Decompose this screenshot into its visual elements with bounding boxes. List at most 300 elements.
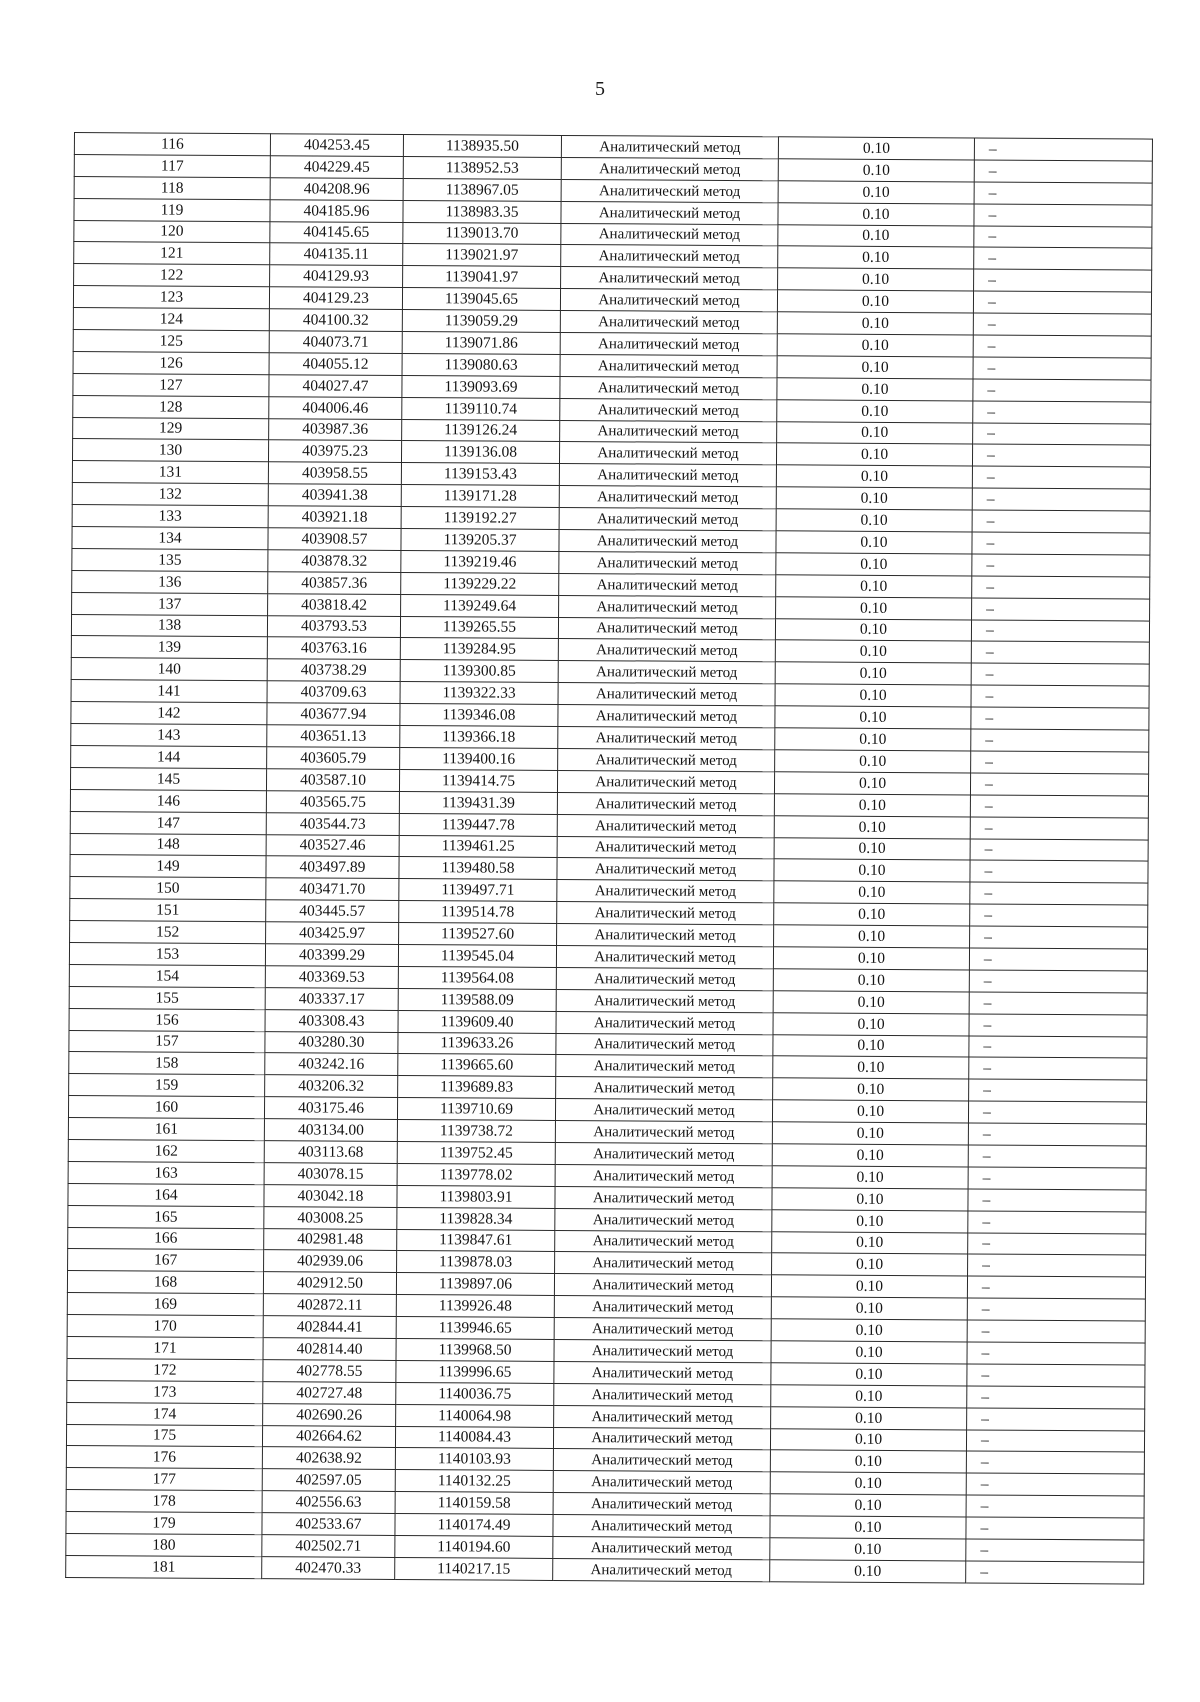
accuracy-cell: 0.10 [772,1209,968,1232]
method-cell: Аналитический метод [554,1318,771,1341]
method-cell: Аналитический метод [560,289,777,312]
method-cell: Аналитический метод [554,1405,771,1428]
method-cell: Аналитический метод [556,1077,773,1100]
method-cell: Аналитический метод [561,245,778,268]
note-cell: – [967,1276,1145,1299]
x-coordinate-cell: 404073.71 [269,331,402,354]
x-coordinate-cell: 403175.46 [264,1097,397,1120]
method-cell: Аналитический метод [557,902,774,925]
point-number-cell: 137 [72,592,268,615]
x-coordinate-cell: 404129.23 [269,287,402,310]
note-cell: – [968,1101,1146,1124]
method-cell: Аналитический метод [561,201,778,224]
point-number-cell: 155 [69,986,265,1009]
accuracy-cell: 0.10 [776,443,972,466]
note-cell: – [971,751,1149,774]
point-number-cell: 127 [73,373,269,396]
note-cell: – [970,860,1148,883]
y-coordinate-cell: 1139171.28 [401,485,559,508]
y-coordinate-cell: 1140174.49 [395,1514,553,1537]
method-cell: Аналитический метод [558,617,775,640]
point-number-cell: 162 [68,1139,264,1162]
y-coordinate-cell: 1140084.43 [395,1426,553,1449]
point-number-cell: 145 [70,767,266,790]
method-cell: Аналитический метод [557,836,774,859]
accuracy-cell: 0.10 [771,1406,967,1429]
accuracy-cell: 0.10 [776,596,972,619]
note-cell: – [968,1145,1146,1168]
y-coordinate-cell: 1139946.65 [396,1317,554,1340]
accuracy-cell: 0.10 [774,925,970,948]
x-coordinate-cell: 403544.73 [266,812,399,835]
accuracy-cell: 0.10 [771,1363,967,1386]
point-number-cell: 159 [69,1074,265,1097]
accuracy-cell: 0.10 [777,290,973,313]
y-coordinate-cell: 1139041.97 [403,266,561,289]
x-coordinate-cell: 404100.32 [269,309,402,332]
point-number-cell: 122 [74,264,270,287]
y-coordinate-cell: 1139021.97 [403,244,561,267]
point-number-cell: 163 [68,1161,264,1184]
method-cell: Аналитический метод [553,1427,770,1450]
point-number-cell: 166 [68,1227,264,1250]
x-coordinate-cell: 402981.48 [264,1228,397,1251]
method-cell: Аналитический метод [553,1515,770,1538]
x-coordinate-cell: 404027.47 [269,374,402,397]
method-cell: Аналитический метод [560,376,777,399]
method-cell: Аналитический метод [560,354,777,377]
accuracy-cell: 0.10 [777,356,973,379]
note-cell: – [972,532,1150,555]
note-cell: – [971,620,1149,643]
point-number-cell: 156 [69,1008,265,1031]
accuracy-cell: 0.10 [770,1472,966,1495]
method-cell: Аналитический метод [555,1186,772,1209]
note-cell: – [967,1320,1145,1343]
accuracy-cell: 0.10 [778,224,974,247]
point-number-cell: 179 [66,1512,262,1535]
point-number-cell: 176 [66,1446,262,1469]
point-number-cell: 144 [71,745,267,768]
accuracy-cell: 0.10 [774,903,970,926]
y-coordinate-cell: 1139689.83 [398,1076,556,1099]
point-number-cell: 167 [68,1249,264,1272]
y-coordinate-cell: 1139126.24 [402,419,560,442]
x-coordinate-cell: 403709.63 [267,681,400,704]
y-coordinate-cell: 1139219.46 [401,550,559,573]
method-cell: Аналитический метод [558,683,775,706]
note-cell: – [966,1430,1144,1453]
method-cell: Аналитический метод [559,595,776,618]
y-coordinate-cell: 1139738.72 [397,1120,555,1143]
x-coordinate-cell: 402690.26 [263,1403,396,1426]
x-coordinate-cell: 403497.89 [266,856,399,879]
y-coordinate-cell: 1139136.08 [401,441,559,464]
point-number-cell: 174 [67,1402,263,1425]
y-coordinate-cell: 1139480.58 [399,857,557,880]
y-coordinate-cell: 1139633.26 [398,1032,556,1055]
y-coordinate-cell: 1139013.70 [403,222,561,245]
point-number-cell: 128 [73,395,269,418]
method-cell: Аналитический метод [556,1055,773,1078]
x-coordinate-cell: 402664.62 [262,1425,395,1448]
x-coordinate-cell: 403793.53 [267,615,400,638]
x-coordinate-cell: 403206.32 [265,1075,398,1098]
y-coordinate-cell: 1139461.25 [399,835,557,858]
point-number-cell: 169 [67,1293,263,1316]
point-number-cell: 141 [71,680,267,703]
y-coordinate-cell: 1139346.08 [400,704,558,727]
method-cell: Аналитический метод [559,530,776,553]
y-coordinate-cell: 1139153.43 [401,463,559,486]
note-cell: – [971,663,1149,686]
note-cell: – [974,247,1152,270]
y-coordinate-cell: 1139110.74 [402,397,560,420]
note-cell: – [972,554,1150,577]
note-cell: – [974,138,1152,161]
accuracy-cell: 0.10 [772,1100,968,1123]
note-cell: – [971,729,1149,752]
x-coordinate-cell: 403878.32 [268,550,401,573]
method-cell: Аналитический метод [556,945,773,968]
y-coordinate-cell: 1139803.91 [397,1185,555,1208]
note-cell: – [969,992,1147,1015]
note-cell: – [969,1057,1147,1080]
point-number-cell: 118 [74,176,270,199]
accuracy-cell: 0.10 [774,837,970,860]
x-coordinate-cell: 402556.63 [262,1491,395,1514]
note-cell: – [973,357,1151,380]
y-coordinate-cell: 1139497.71 [399,879,557,902]
accuracy-cell: 0.10 [771,1385,967,1408]
method-cell: Аналитический метод [556,989,773,1012]
note-cell: – [973,313,1151,336]
note-cell: – [971,641,1149,664]
x-coordinate-cell: 404129.93 [270,265,403,288]
x-coordinate-cell: 402814.40 [263,1338,396,1361]
x-coordinate-cell: 403113.68 [264,1141,397,1164]
y-coordinate-cell: 1139249.64 [401,594,559,617]
point-number-cell: 133 [72,505,268,528]
method-cell: Аналитический метод [553,1558,770,1581]
x-coordinate-cell: 404055.12 [269,353,402,376]
accuracy-cell: 0.10 [775,640,971,663]
y-coordinate-cell: 1139447.78 [399,813,557,836]
note-cell: – [972,576,1150,599]
page-number: 5 [595,78,605,100]
x-coordinate-cell: 402533.67 [262,1513,395,1536]
point-number-cell: 130 [72,439,268,462]
y-coordinate-cell: 1139752.45 [397,1141,555,1164]
x-coordinate-cell: 404253.45 [270,134,403,157]
point-number-cell: 171 [67,1336,263,1359]
x-coordinate-cell: 403399.29 [265,944,398,967]
method-cell: Аналитический метод [554,1383,771,1406]
x-coordinate-cell: 403078.15 [264,1163,397,1186]
accuracy-cell: 0.10 [778,159,974,182]
y-coordinate-cell: 1138983.35 [403,200,561,223]
note-cell: – [968,1211,1146,1234]
accuracy-cell: 0.10 [772,1231,968,1254]
x-coordinate-cell: 403337.17 [265,987,398,1010]
accuracy-cell: 0.10 [774,881,970,904]
accuracy-cell: 0.10 [772,1188,968,1211]
method-cell: Аналитический метод [554,1361,771,1384]
note-cell: – [967,1386,1145,1409]
note-cell: – [974,226,1152,249]
y-coordinate-cell: 1139778.02 [397,1163,555,1186]
note-cell: – [968,1254,1146,1277]
accuracy-cell: 0.10 [774,794,970,817]
point-number-cell: 149 [70,855,266,878]
point-number-cell: 177 [66,1468,262,1491]
method-cell: Аналитический метод [555,1208,772,1231]
note-cell: – [972,444,1150,467]
method-cell: Аналитический метод [557,792,774,815]
note-cell: – [973,401,1151,424]
point-number-cell: 125 [73,330,269,353]
method-cell: Аналитический метод [553,1536,770,1559]
note-cell: – [966,1495,1144,1518]
point-number-cell: 164 [68,1183,264,1206]
method-cell: Аналитический метод [559,573,776,596]
x-coordinate-cell: 402727.48 [263,1381,396,1404]
method-cell: Аналитический метод [553,1493,770,1516]
point-number-cell: 134 [72,527,268,550]
y-coordinate-cell: 1139300.85 [400,660,558,683]
accuracy-cell: 0.10 [777,378,973,401]
note-cell: – [968,1233,1146,1256]
x-coordinate-cell: 402597.05 [262,1469,395,1492]
method-cell: Аналитический метод [558,727,775,750]
accuracy-cell: 0.10 [775,618,971,641]
y-coordinate-cell: 1140103.93 [395,1448,553,1471]
point-number-cell: 147 [70,811,266,834]
note-cell: – [972,598,1150,621]
x-coordinate-cell: 403008.25 [264,1206,397,1229]
method-cell: Аналитический метод [555,1142,772,1165]
accuracy-cell: 0.10 [777,312,973,335]
point-number-cell: 168 [67,1271,263,1294]
x-coordinate-cell: 404185.96 [270,199,403,222]
x-coordinate-cell: 402912.50 [263,1272,396,1295]
method-cell: Аналитический метод [559,508,776,531]
point-number-cell: 132 [72,483,268,506]
x-coordinate-cell: 403738.29 [267,659,400,682]
note-cell: – [967,1342,1145,1365]
accuracy-cell: 0.10 [777,334,973,357]
x-coordinate-cell: 402872.11 [263,1294,396,1317]
x-coordinate-cell: 403818.42 [268,593,401,616]
x-coordinate-cell: 403527.46 [266,834,399,857]
y-coordinate-cell: 1139400.16 [400,747,558,770]
accuracy-cell: 0.10 [778,137,974,160]
x-coordinate-cell: 403763.16 [267,637,400,660]
accuracy-cell: 0.10 [775,728,971,751]
note-cell: – [972,466,1150,489]
y-coordinate-cell: 1139322.33 [400,682,558,705]
accuracy-cell: 0.10 [771,1297,967,1320]
x-coordinate-cell: 404006.46 [269,396,402,419]
accuracy-cell: 0.10 [776,553,972,576]
method-cell: Аналитический метод [557,814,774,837]
accuracy-cell: 0.10 [772,1144,968,1167]
x-coordinate-cell: 403941.38 [268,484,401,507]
y-coordinate-cell: 1139897.06 [396,1273,554,1296]
accuracy-cell: 0.10 [771,1275,967,1298]
x-coordinate-cell: 403987.36 [269,418,402,441]
y-coordinate-cell: 1139996.65 [396,1360,554,1383]
point-number-cell: 131 [72,461,268,484]
method-cell: Аналитический метод [558,705,775,728]
accuracy-cell: 0.10 [776,575,972,598]
x-coordinate-cell: 403565.75 [266,790,399,813]
point-number-cell: 146 [70,789,266,812]
note-cell: – [969,948,1147,971]
note-cell: – [974,269,1152,292]
point-number-cell: 153 [69,942,265,965]
accuracy-cell: 0.10 [773,969,969,992]
accuracy-cell: 0.10 [774,815,970,838]
method-cell: Аналитический метод [561,267,778,290]
x-coordinate-cell: 403908.57 [268,528,401,551]
method-cell: Аналитический метод [561,223,778,246]
y-coordinate-cell: 1139665.60 [398,1054,556,1077]
x-coordinate-cell: 404145.65 [270,221,403,244]
point-number-cell: 143 [71,724,267,747]
accuracy-cell: 0.10 [778,202,974,225]
y-coordinate-cell: 1139205.37 [401,529,559,552]
x-coordinate-cell: 402939.06 [264,1250,397,1273]
note-cell: – [968,1189,1146,1212]
accuracy-cell: 0.10 [773,1056,969,1079]
method-cell: Аналитический метод [560,332,777,355]
accuracy-cell: 0.10 [775,706,971,729]
accuracy-cell: 0.10 [770,1516,966,1539]
accuracy-cell: 0.10 [777,399,973,422]
accuracy-cell: 0.10 [770,1428,966,1451]
note-cell: – [966,1539,1144,1562]
y-coordinate-cell: 1139527.60 [399,923,557,946]
x-coordinate-cell: 404229.45 [270,156,403,179]
note-cell: – [969,1079,1147,1102]
x-coordinate-cell: 403958.55 [268,462,401,485]
method-cell: Аналитический метод [560,311,777,334]
accuracy-cell: 0.10 [773,1078,969,1101]
note-cell: – [970,904,1148,927]
note-cell: – [974,204,1152,227]
method-cell: Аналитический метод [559,486,776,509]
y-coordinate-cell: 1140036.75 [396,1382,554,1405]
accuracy-cell: 0.10 [770,1494,966,1517]
y-coordinate-cell: 1139710.69 [397,1098,555,1121]
y-coordinate-cell: 1138952.53 [403,156,561,179]
accuracy-cell: 0.10 [772,1122,968,1145]
accuracy-cell: 0.10 [778,268,974,291]
x-coordinate-cell: 403857.36 [268,572,401,595]
x-coordinate-cell: 403308.43 [265,1009,398,1032]
method-cell: Аналитический метод [561,135,778,158]
x-coordinate-cell: 403425.97 [266,922,399,945]
note-cell: – [969,970,1147,993]
point-number-cell: 154 [69,964,265,987]
accuracy-cell: 0.10 [777,421,973,444]
note-cell: – [970,773,1148,796]
y-coordinate-cell: 1139366.18 [400,726,558,749]
note-cell: – [966,1473,1144,1496]
method-cell: Аналитический метод [558,661,775,684]
x-coordinate-cell: 403605.79 [267,747,400,770]
method-cell: Аналитический метод [557,770,774,793]
method-cell: Аналитический метод [558,748,775,771]
note-cell: – [970,926,1148,949]
y-coordinate-cell: 1139093.69 [402,375,560,398]
accuracy-cell: 0.10 [772,1166,968,1189]
y-coordinate-cell: 1139080.63 [402,353,560,376]
point-number-cell: 172 [67,1358,263,1381]
method-cell: Аналитический метод [557,924,774,947]
y-coordinate-cell: 1140132.25 [395,1470,553,1493]
method-cell: Аналитический метод [555,1252,772,1275]
note-cell: – [966,1451,1144,1474]
x-coordinate-cell: 402778.55 [263,1360,396,1383]
x-coordinate-cell: 402470.33 [262,1557,395,1580]
accuracy-cell: 0.10 [776,531,972,554]
method-cell: Аналитический метод [554,1274,771,1297]
note-cell: – [972,488,1150,511]
point-number-cell: 165 [68,1205,264,1228]
x-coordinate-cell: 403280.30 [265,1031,398,1054]
y-coordinate-cell: 1139265.55 [400,616,558,639]
point-number-cell: 175 [66,1424,262,1447]
coordinates-table-body [66,133,1153,1584]
point-number-cell: 119 [74,198,270,221]
method-cell: Аналитический метод [561,179,778,202]
y-coordinate-cell: 1139609.40 [398,1010,556,1033]
point-number-cell: 126 [73,351,269,374]
method-cell: Аналитический метод [560,420,777,443]
accuracy-cell: 0.10 [770,1450,966,1473]
y-coordinate-cell: 1139229.22 [401,572,559,595]
note-cell: – [973,423,1151,446]
method-cell: Аналитический метод [556,967,773,990]
point-number-cell: 161 [68,1118,264,1141]
x-coordinate-cell: 403651.13 [267,725,400,748]
x-coordinate-cell: 402638.92 [262,1447,395,1470]
note-cell: – [967,1408,1145,1431]
note-cell: – [973,335,1151,358]
point-number-cell: 120 [74,220,270,243]
point-number-cell: 150 [70,877,266,900]
y-coordinate-cell: 1139045.65 [402,288,560,311]
point-number-cell: 157 [69,1030,265,1053]
x-coordinate-cell: 403042.18 [264,1184,397,1207]
note-cell: – [971,707,1149,730]
point-number-cell: 121 [74,242,270,265]
x-coordinate-cell: 403471.70 [266,878,399,901]
y-coordinate-cell: 1140064.98 [396,1404,554,1427]
y-coordinate-cell: 1139926.48 [396,1295,554,1318]
point-number-cell: 139 [71,636,267,659]
note-cell: – [974,160,1152,183]
accuracy-cell: 0.10 [772,1253,968,1276]
accuracy-cell: 0.10 [771,1341,967,1364]
accuracy-cell: 0.10 [776,509,972,532]
point-number-cell: 151 [70,899,266,922]
note-cell: – [971,685,1149,708]
accuracy-cell: 0.10 [778,246,974,269]
x-coordinate-cell: 402844.41 [263,1316,396,1339]
